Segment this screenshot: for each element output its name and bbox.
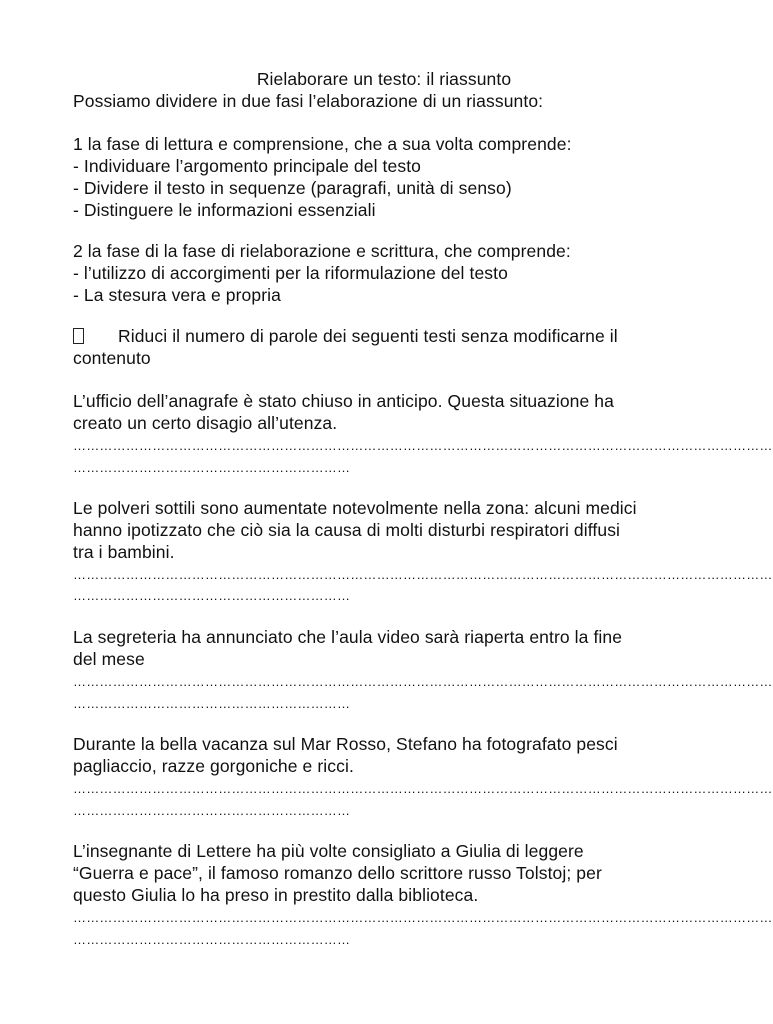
exercise-text-line: tra i bambini. [73,542,175,562]
phase2-item: - l’utilizzo di accorgimenti per la riformulazione del testo [73,263,508,283]
exercise-text-line: creato un certo disagio all’utenza. [73,413,338,433]
answer-line[interactable]: …………………………………………………………………………………………………………………………………………… [73,781,773,796]
exercise-text-line: questo Giulia lo ha preso in prestito dalla biblioteca. [73,885,479,905]
intro-text: Possiamo dividere in due fasi l’elaborazione di un riassunto: [73,91,544,111]
exercise-instruction-text: Riduci il numero di parole dei seguenti testi senza modificarne il [118,326,618,346]
exercise-text-line: “Guerra e pace”, il famoso romanzo dello scrittore russo Tolstoj; per [73,863,602,883]
exercise-text-line: La segreteria ha annunciato che l’aula video sarà riaperta entro la fine [73,627,623,647]
answer-line[interactable]: ……………………………………………………… [73,588,351,603]
page-title: Rielaborare un testo: il riassunto [256,69,512,89]
exercise-text-line: hanno ipotizzato che ciò sia la causa di molti disturbi respiratori diffusi [73,520,621,540]
phase1-item: - Dividere il testo in sequenze (paragrafi, unità di senso) [73,178,512,198]
answer-line[interactable]: …………………………………………………………………………………………………………………………………………… [73,674,773,689]
exercise-text-line: pagliaccio, razze gorgoniche e ricci. [73,756,354,776]
exercise-instruction-cont: contenuto [73,348,151,368]
exercise-text-line: L’insegnante di Lettere ha più volte consigliato a Giulia di leggere [73,841,584,861]
answer-line[interactable]: ……………………………………………………… [73,803,351,818]
phase1-heading: 1 la fase di lettura e comprensione, che a sua volta comprende: [73,134,572,154]
phase2-heading: 2 la fase di la fase di rielaborazione e scrittura, che comprende: [73,241,571,261]
exercise-text-line: del mese [73,649,145,669]
answer-line[interactable]: ……………………………………………………… [73,696,351,711]
answer-line[interactable]: ……………………………………………………… [73,460,351,475]
answer-line[interactable]: …………………………………………………………………………………………………………………………………………… [73,910,773,925]
phase1-item: - Distinguere le informazioni essenziali [73,200,376,220]
exercise-instruction [73,325,618,347]
answer-line[interactable]: …………………………………………………………………………………………………………………………………………… [73,567,773,582]
answer-line[interactable]: …………………………………………………………………………………………………………………………………………… [73,438,773,453]
phase1-item: - Individuare l’argomento principale del testo [73,156,421,176]
exercise-text-line: L’ufficio dell’anagrafe è stato chiuso in anticipo. Questa situazione ha [73,391,614,411]
exercise-text-line: Le polveri sottili sono aumentate notevolmente nella zona: alcuni medici [73,498,637,518]
exercise-text-line: Durante la bella vacanza sul Mar Rosso, Stefano ha fotografato pesci [73,734,618,754]
answer-line[interactable]: ……………………………………………………… [73,932,351,947]
checkbox-icon [73,328,84,344]
phase2-item: - La stesura vera e propria [73,285,281,305]
